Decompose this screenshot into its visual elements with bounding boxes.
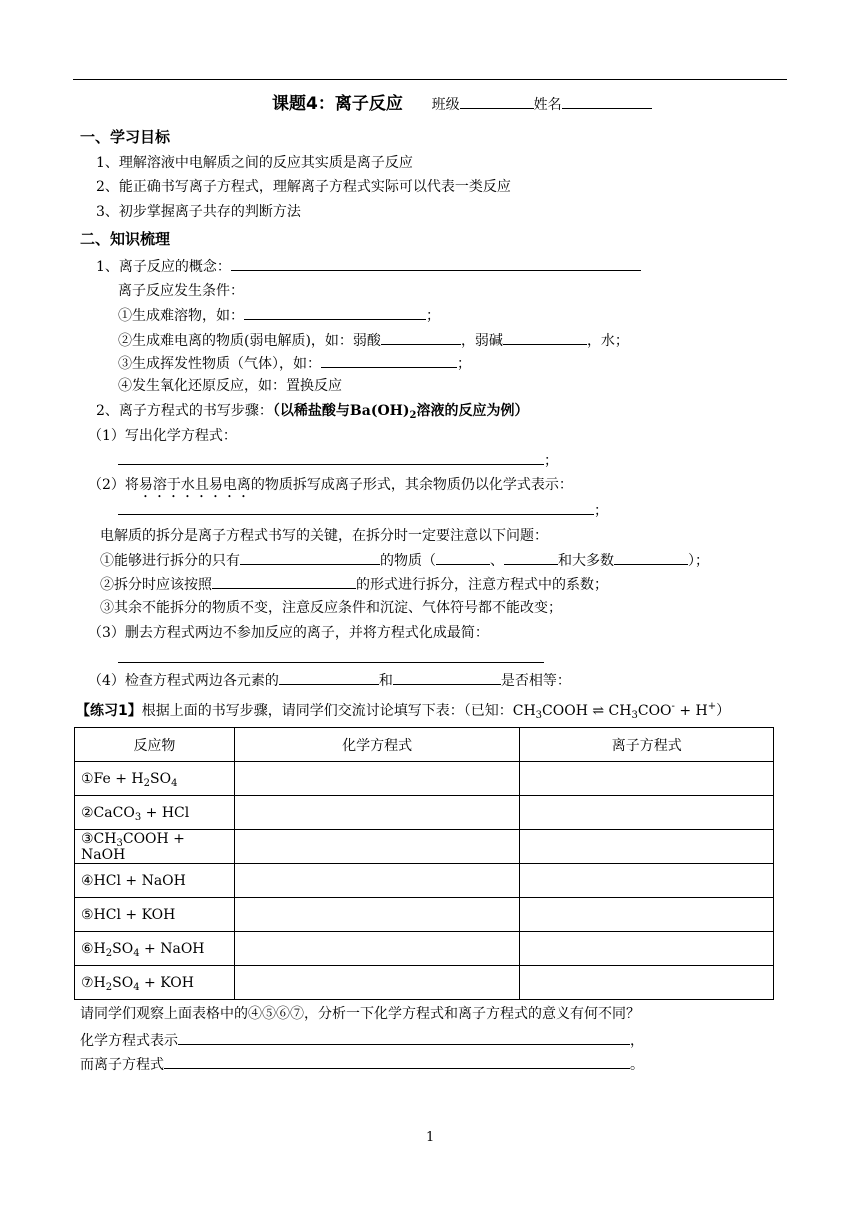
step-2: [88, 475, 573, 501]
semicolon: ；: [426, 308, 440, 324]
condition-3: [118, 353, 471, 374]
note-1-blank-b[interactable]: [436, 550, 490, 565]
reactant-cell: [75, 932, 235, 966]
goal-3: 3、初步掌握离子共存的判断方法: [96, 204, 301, 220]
reactant-cell: [75, 762, 235, 796]
reactant-cell: [75, 966, 235, 1000]
reactant-text: SO: [112, 940, 134, 957]
note-2-text-b: 的形式进行拆分，注意方程式中的系数；: [356, 577, 608, 593]
step-1-blank[interactable]: [118, 450, 544, 465]
steps-example-a: （以稀盐酸与Ba(OH): [272, 403, 410, 419]
period: 。: [630, 1057, 644, 1073]
reactant-text: + KOH: [139, 974, 194, 991]
top-rule: [73, 79, 787, 80]
step-3-answer: [118, 648, 544, 669]
practice-plus-h: + H: [674, 703, 708, 719]
table-row: [75, 898, 774, 932]
reactant-cell: [75, 830, 235, 864]
chemical-eq-cell[interactable]: [234, 796, 520, 830]
reactant-text: ⑦H: [81, 974, 106, 991]
condition-2-text-c: ，水；: [586, 333, 629, 349]
practice-line: [76, 701, 730, 721]
reactant-text: + HCl: [141, 804, 190, 821]
condition-3-text: ③生成挥发性物质（气体），如：: [118, 356, 321, 372]
ion-meaning-line: [80, 1054, 644, 1075]
step-3: （3）删去方程式两边不参加反应的离子，并将方程式化成最简：: [88, 625, 489, 641]
step-2-answer: [118, 500, 608, 521]
sub-3b: 3: [631, 710, 638, 721]
note-2: [100, 574, 608, 595]
condition-1-blank[interactable]: [244, 305, 426, 320]
comma: ，: [630, 1033, 644, 1049]
ionic-eq-cell[interactable]: [520, 932, 774, 966]
condition-1: [118, 305, 440, 326]
step-4-blank-a[interactable]: [279, 670, 379, 685]
ionic-eq-cell[interactable]: [520, 898, 774, 932]
reactant-text: + NaOH: [139, 940, 205, 957]
steps-line: [96, 401, 528, 421]
step-2-text-b: 的物质拆写成离子形式，其余物质仍以化学式表示：: [250, 477, 573, 493]
chem-meaning-blank[interactable]: [178, 1030, 630, 1045]
table-row: [75, 762, 774, 796]
practice-text: 根据上面的书写步骤，请同学们交流讨论填写下表：（已知：CH: [141, 703, 536, 719]
semicolon: ；: [544, 453, 558, 469]
chem-meaning-line: [80, 1030, 644, 1051]
chemical-eq-cell[interactable]: [234, 966, 520, 1000]
step-4-text-c: 是否相等：: [500, 673, 571, 689]
analysis-question: 请同学们观察上面表格中的④⑤⑥⑦，分析一下化学方程式和离子方程式的意义有何不同？: [80, 1006, 640, 1022]
note-1-blank-a[interactable]: [240, 550, 380, 565]
step-4: [88, 670, 571, 691]
chemical-eq-cell[interactable]: [234, 898, 520, 932]
reactant-sub: 3: [116, 837, 123, 849]
practice-table: [74, 727, 774, 1000]
reactant-text: ③CH: [81, 830, 117, 847]
chemical-eq-cell[interactable]: [234, 762, 520, 796]
table-row: [75, 966, 774, 1000]
note-1: [100, 550, 709, 571]
condition-2-text-a: ②生成难电离的物质(弱电解质)，如：弱酸: [118, 333, 381, 349]
chemical-eq-cell[interactable]: [234, 830, 520, 864]
section2-heading: 二、知识梳理: [80, 230, 171, 248]
reactant-text: ①Fe + H: [81, 770, 144, 787]
note-1-text-d: 和大多数: [558, 553, 614, 569]
reactant-cell: [75, 796, 235, 830]
condition-2: [118, 330, 629, 351]
table-row: [75, 864, 774, 898]
condition-title: 离子反应发生条件：: [118, 283, 244, 299]
weak-base-blank[interactable]: [503, 330, 587, 345]
goal-2: 2、能正确书写离子方程式，理解离子方程式实际可以代表一类反应: [96, 179, 511, 195]
semicolon: ；: [457, 356, 471, 372]
page-title: 课题4：离子反应: [272, 94, 403, 114]
steps-label: 2、离子方程式的书写步骤：: [96, 403, 273, 419]
ionic-eq-cell[interactable]: [520, 864, 774, 898]
step-4-blank-b[interactable]: [393, 670, 501, 685]
reactant-sub: 4: [133, 981, 140, 993]
semicolon: ；: [594, 503, 608, 519]
steps-example-sub: 2: [409, 410, 417, 421]
weak-acid-blank[interactable]: [381, 330, 461, 345]
ionic-eq-cell[interactable]: [520, 762, 774, 796]
step-2-text-a: （2）将: [88, 477, 139, 493]
reactant-text: SO: [112, 974, 134, 991]
table-row: [75, 932, 774, 966]
table-row: [75, 830, 774, 864]
page-number: 1: [426, 1130, 435, 1145]
reactant-sub: 3: [134, 811, 142, 823]
note-2-text-a: ②拆分时应该按照: [100, 577, 212, 593]
section1-heading: 一、学习目标: [80, 128, 171, 146]
ionic-eq-cell[interactable]: [520, 796, 774, 830]
table-header-row: [75, 728, 774, 762]
title-line: [272, 94, 652, 115]
ionic-eq-cell[interactable]: [520, 830, 774, 864]
condition-4: ④发生氧化还原反应，如：置换反应: [118, 378, 342, 394]
note-3: ③其余不能拆分的物质不变，注意反应条件和沉淀、气体符号都不能改变；: [100, 600, 562, 616]
ionic-eq-cell[interactable]: [520, 966, 774, 1000]
step-4-text-b: 和: [378, 673, 393, 689]
steps-example-c: 溶液的反应为例）: [416, 403, 529, 419]
note-1-text-e: ）；: [688, 553, 709, 569]
condition-1-text: ①生成难溶物，如：: [118, 308, 244, 324]
note-2-blank[interactable]: [212, 574, 356, 589]
reactant-sub: 2: [143, 777, 150, 789]
condition-2-text-b: ，弱碱: [460, 333, 503, 349]
goal-1: 1、理解溶液中电解质之间的反应其实质是离子反应: [96, 155, 413, 171]
class-blank[interactable]: [460, 94, 534, 109]
concept-line: [96, 256, 641, 277]
header-reactants: 反应物: [75, 728, 235, 762]
step-2-blank[interactable]: [118, 500, 594, 515]
note-1-text-a: ①能够进行拆分的只有: [100, 553, 240, 569]
reactant-sub: 2: [105, 981, 113, 993]
note-1-blank-d[interactable]: [614, 550, 688, 565]
reactant-cell: ④HCl + NaOH: [75, 864, 235, 898]
step-1: （1）写出化学方程式：: [88, 428, 237, 444]
ion-meaning-label: 而离子方程式: [80, 1057, 164, 1073]
reactant-sub: 4: [171, 777, 178, 789]
chemical-eq-cell[interactable]: [234, 932, 520, 966]
reactant-text: ②CaCO: [81, 804, 135, 821]
reactant-text: SO: [150, 770, 172, 787]
reactant-cell: ⑤HCl + KOH: [75, 898, 235, 932]
note-line: 电解质的拆分是离子方程式书写的关键，在拆分时一定要注意以下问题：: [100, 528, 548, 544]
reactant-text: ⑥H: [81, 940, 106, 957]
reactant-text: COOH + NaOH: [81, 830, 185, 863]
sub-3a: 3: [535, 710, 543, 721]
note-1-text-b: 的物质（: [380, 553, 436, 569]
class-label: 班级: [431, 97, 460, 113]
name-blank[interactable]: [562, 94, 652, 109]
note-1-text-c: 、: [490, 553, 504, 569]
concept-label: 1、离子反应的概念：: [96, 259, 231, 275]
name-label: 姓名: [533, 97, 562, 113]
header-chemical-eq: 化学方程式: [234, 728, 520, 762]
practice-text-end2: COO: [637, 703, 672, 719]
practice-text-end: COOH ⇌ CH: [542, 703, 632, 719]
practice-label: 【练习1】: [76, 703, 142, 719]
practice-close: ）: [716, 703, 731, 719]
step-1-answer: [118, 450, 558, 471]
chem-meaning-label: 化学方程式表示: [80, 1033, 178, 1049]
concept-blank[interactable]: [231, 256, 641, 271]
step-2-emphasis: 易溶于水且易电离: [138, 477, 251, 493]
reactant-sub: 4: [133, 947, 140, 959]
step-4-text-a: （4）检查方程式两边各元素的: [88, 673, 279, 689]
header-ionic-eq: 离子方程式: [520, 728, 774, 762]
chemical-eq-cell[interactable]: [234, 864, 520, 898]
step-3-blank[interactable]: [118, 648, 544, 663]
ion-meaning-blank[interactable]: [164, 1054, 630, 1069]
condition-3-blank[interactable]: [321, 353, 457, 368]
table-row: [75, 796, 774, 830]
note-1-blank-c[interactable]: [504, 550, 558, 565]
sup-minus: -: [671, 701, 675, 712]
sup-plus: +: [707, 701, 717, 712]
reactant-sub: 2: [105, 947, 113, 959]
